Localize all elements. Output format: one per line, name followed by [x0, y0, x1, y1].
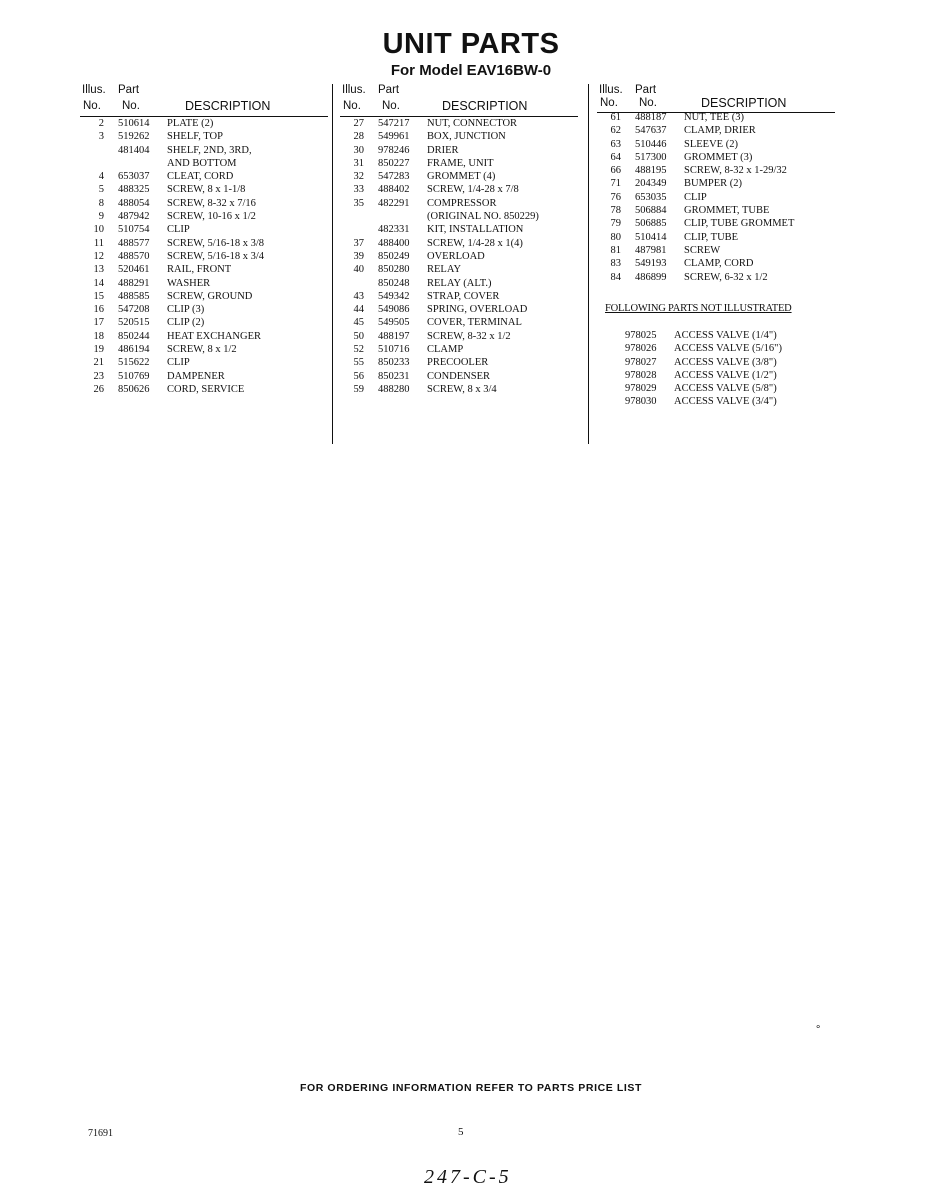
part-description: OVERLOAD	[427, 250, 485, 262]
stray-mark: ∘	[815, 1022, 822, 1033]
part-number: 520515	[118, 317, 150, 329]
illus-number: 19	[93, 344, 104, 356]
part-number: 547208	[118, 304, 150, 316]
part-number: 510769	[118, 370, 150, 382]
illus-number: 84	[610, 271, 621, 283]
part-row	[340, 278, 580, 291]
description-header: DESCRIPTION	[185, 99, 271, 113]
part-row	[340, 211, 580, 224]
part-description: COMPRESSOR	[427, 197, 497, 209]
illus-number: 40	[353, 264, 364, 276]
part-number: 653035	[635, 191, 667, 203]
part-description: CLEAT, CORD	[167, 171, 234, 183]
part-description: (ORIGINAL NO. 850229)	[427, 211, 539, 223]
illus-number: 61	[610, 112, 621, 123]
part-description: RELAY	[427, 264, 462, 276]
part-number: 978028	[625, 369, 657, 381]
part-description: SCREW, 1/4-28 x 7/8	[427, 184, 519, 196]
part-number: 850249	[378, 250, 410, 262]
illus-number: 16	[93, 304, 104, 316]
part-description: SCREW, 5/16-18 x 3/8	[167, 237, 265, 249]
part-row	[80, 158, 332, 171]
parts-column-3	[597, 84, 842, 285]
illus-number: 52	[353, 344, 364, 356]
part-row	[597, 272, 842, 285]
part-row	[80, 198, 332, 211]
part-row	[80, 304, 332, 317]
illus-number: 83	[610, 258, 621, 270]
part-number: 547637	[635, 125, 667, 137]
part-description: RAIL, FRONT	[167, 264, 232, 276]
part-number: 850248	[378, 277, 410, 289]
illus-number: 27	[353, 118, 364, 129]
illus-number: 64	[610, 151, 621, 163]
illus-number: 55	[353, 357, 364, 369]
illus-number: 2	[98, 118, 104, 129]
parts-column-2	[340, 84, 580, 397]
part-row	[597, 205, 842, 218]
part-number: 488585	[118, 290, 150, 302]
part-no-header: No.	[122, 100, 140, 112]
part-header: Part	[378, 84, 400, 96]
part-no-header: No.	[639, 97, 657, 109]
part-number: 486899	[635, 271, 667, 283]
handwritten-reference: 247-C-5	[424, 1166, 512, 1188]
column-divider	[588, 84, 589, 444]
part-number: 488187	[635, 112, 667, 123]
part-row	[340, 224, 580, 237]
part-description: CLIP	[167, 357, 190, 369]
part-description: CLIP	[167, 224, 190, 236]
part-row	[80, 331, 332, 344]
part-description: PRECOOLER	[427, 357, 489, 369]
part-number: 488325	[118, 184, 150, 196]
part-row	[80, 131, 332, 144]
model-subtitle: For Model EAV16BW-0	[390, 62, 552, 79]
illus-number: 10	[93, 224, 104, 236]
illus-number: 8	[98, 197, 104, 209]
part-number: 506885	[635, 218, 667, 230]
illus-number: 59	[353, 383, 364, 395]
illus-number: 32	[353, 171, 364, 183]
part-row	[80, 291, 332, 304]
part-number: 547283	[378, 171, 410, 183]
part-row	[80, 145, 332, 158]
part-row	[340, 264, 580, 277]
part-number: 482331	[378, 224, 410, 236]
part-row	[597, 218, 842, 231]
illus-number: 79	[610, 218, 621, 230]
part-description: DAMPENER	[167, 370, 225, 382]
part-description: ACCESS VALVE (1/4")	[674, 330, 777, 341]
illus-number: 81	[610, 244, 621, 256]
illus-number: 33	[353, 184, 364, 196]
part-row	[340, 251, 580, 264]
part-number: 488577	[118, 237, 150, 249]
part-number: 850231	[378, 370, 410, 382]
parts-rows	[597, 112, 842, 285]
part-row	[80, 224, 332, 237]
illus-number: 26	[93, 383, 104, 395]
header-rule	[80, 116, 328, 117]
part-row	[340, 198, 580, 211]
part-description: GROMMET (4)	[427, 171, 496, 183]
illus-number: 31	[353, 157, 364, 169]
part-number: 549086	[378, 304, 410, 316]
part-row	[597, 139, 842, 152]
part-description: SLEEVE (2)	[684, 138, 738, 150]
part-header: Part	[635, 84, 657, 96]
part-description: RELAY (ALT.)	[427, 277, 492, 289]
illus-number: 63	[610, 138, 621, 150]
part-description: SHELF, 2ND, 3RD,	[167, 144, 252, 156]
part-description: SCREW, 6-32 x 1/2	[684, 271, 768, 283]
part-row	[340, 384, 580, 397]
part-description: ACCESS VALVE (1/2")	[674, 369, 777, 381]
part-number: 978027	[625, 356, 657, 368]
part-description: DRIER	[427, 144, 459, 156]
part-description: GROMMET, TUBE	[684, 205, 770, 217]
illus-number: 4	[98, 171, 104, 183]
part-number: 519262	[118, 131, 150, 143]
parts-rows	[340, 118, 580, 397]
illus-number: 30	[353, 144, 364, 156]
part-header: Part	[118, 84, 140, 96]
part-description: SPRING, OVERLOAD	[427, 304, 528, 316]
part-number: 481404	[118, 144, 150, 156]
part-number: 978026	[625, 343, 657, 355]
part-description: ACCESS VALVE (5/16")	[674, 343, 782, 355]
part-description: SCREW, 8-32 x 7/16	[167, 197, 256, 209]
part-row	[80, 251, 332, 264]
part-no-header: No.	[382, 100, 400, 112]
part-row	[597, 178, 842, 191]
part-number: 549961	[378, 131, 410, 143]
part-number: 653037	[118, 171, 150, 183]
illus-number: 71	[610, 178, 621, 190]
part-row	[80, 357, 332, 370]
illus-number: 14	[93, 277, 104, 289]
part-description: CLAMP	[427, 344, 464, 356]
page-number: 5	[458, 1126, 464, 1138]
part-number: 978030	[625, 396, 657, 408]
part-row	[597, 125, 842, 138]
illus-number: 23	[93, 370, 104, 382]
part-number: 850233	[378, 357, 410, 369]
part-description: BOX, JUNCTION	[427, 131, 506, 143]
part-row	[80, 278, 332, 291]
part-description: SHELF, TOP	[167, 131, 223, 143]
part-description: SCREW, 8 x 1-1/8	[167, 184, 246, 196]
part-description: HEAT EXCHANGER	[167, 330, 262, 342]
illus-no-header: No.	[343, 100, 361, 112]
part-number: 978029	[625, 383, 657, 395]
part-row	[340, 357, 580, 370]
illus-number: 62	[610, 125, 621, 137]
illus-number: 13	[93, 264, 104, 276]
illus-number: 43	[353, 290, 364, 302]
part-number: 487942	[118, 211, 150, 223]
illus-header: Illus.	[342, 84, 366, 96]
part-row	[80, 344, 332, 357]
illus-no-header: No.	[600, 97, 618, 109]
part-number: 510716	[378, 344, 410, 356]
part-row	[80, 371, 332, 384]
part-description: NUT, TEE (3)	[684, 112, 744, 123]
illus-number: 5	[98, 184, 104, 196]
part-description: SCREW, 8 x 1/2	[167, 344, 237, 356]
part-description: ACCESS VALVE (3/8")	[674, 356, 777, 368]
part-number: 850626	[118, 383, 150, 395]
part-row	[597, 112, 842, 125]
part-description: SCREW, 8-32 x 1/2	[427, 330, 511, 342]
illus-number: 39	[353, 250, 364, 262]
part-row	[340, 344, 580, 357]
illus-no-header: No.	[83, 100, 101, 112]
part-row	[340, 171, 580, 184]
illus-number: 56	[353, 370, 364, 382]
part-description: AND BOTTOM	[167, 157, 237, 169]
illus-header: Illus.	[599, 84, 623, 96]
part-number: 510414	[635, 231, 667, 243]
part-description: SCREW, 1/4-28 x 1(4)	[427, 237, 523, 249]
illus-number: 44	[353, 304, 364, 316]
parts-rows	[80, 118, 332, 397]
illus-number: 3	[98, 131, 104, 143]
part-number: 488280	[378, 383, 410, 395]
part-number: 547217	[378, 118, 410, 129]
part-number: 510614	[118, 118, 150, 129]
part-number: 488400	[378, 237, 410, 249]
part-description: SCREW, 5/16-18 x 3/4	[167, 250, 265, 262]
part-row	[340, 238, 580, 251]
part-description: NUT, CONNECTOR	[427, 118, 518, 129]
part-row	[340, 131, 580, 144]
part-row	[80, 264, 332, 277]
part-row	[340, 371, 580, 384]
part-row	[340, 118, 580, 131]
part-row	[597, 152, 842, 165]
part-row	[340, 158, 580, 171]
part-description: SCREW, 8-32 x 1-29/32	[684, 165, 787, 177]
illus-number: 11	[93, 237, 104, 249]
part-number: 850227	[378, 157, 410, 169]
header-rule	[340, 116, 578, 117]
part-description: CLIP, TUBE GROMMET	[684, 218, 795, 230]
part-description: SCREW, 8 x 3/4	[427, 383, 497, 395]
part-row	[80, 317, 332, 330]
part-description: CLIP, TUBE	[684, 231, 739, 243]
part-row	[80, 118, 332, 131]
column-divider	[332, 84, 333, 444]
illus-number: 80	[610, 231, 621, 243]
part-number: 488402	[378, 184, 410, 196]
part-row	[597, 245, 842, 258]
part-description: CLIP	[684, 191, 707, 203]
part-description: SCREW	[684, 244, 721, 256]
part-number: 549193	[635, 258, 667, 270]
part-description: ACCESS VALVE (3/4")	[674, 396, 777, 408]
part-row	[80, 171, 332, 184]
not-illustrated-heading: FOLLOWING PARTS NOT ILLUSTRATED	[605, 303, 792, 314]
part-description: GROMMET (3)	[684, 151, 753, 163]
part-row	[80, 238, 332, 251]
part-description: PLATE (2)	[167, 118, 214, 129]
part-number: 488291	[118, 277, 150, 289]
illus-number: 78	[610, 205, 621, 217]
illus-number: 17	[93, 317, 104, 329]
part-description: BUMPER (2)	[684, 178, 743, 190]
illus-header: Illus.	[82, 84, 106, 96]
part-description: CLAMP, DRIER	[684, 125, 756, 137]
part-number: 517300	[635, 151, 667, 163]
page-title: UNIT PARTS	[382, 28, 560, 60]
illus-number: 66	[610, 165, 621, 177]
ordering-note: FOR ORDERING INFORMATION REFER TO PARTS PRICE LIST	[299, 1082, 643, 1094]
part-row	[340, 291, 580, 304]
part-description: CLIP (2)	[167, 317, 205, 329]
part-description: CLAMP, CORD	[684, 258, 754, 270]
part-number: 487981	[635, 244, 667, 256]
part-number: 549505	[378, 317, 410, 329]
part-row	[340, 317, 580, 330]
part-description: SCREW, 10-16 x 1/2	[167, 211, 256, 223]
illus-number: 50	[353, 330, 364, 342]
part-number: 978246	[378, 144, 410, 156]
part-row	[340, 145, 580, 158]
illus-number: 12	[93, 250, 104, 262]
part-description: CORD, SERVICE	[167, 383, 245, 395]
part-number: 486194	[118, 344, 150, 356]
part-description: KIT, INSTALLATION	[427, 224, 524, 236]
header-rule	[597, 112, 835, 113]
part-row	[340, 331, 580, 344]
part-row	[340, 184, 580, 197]
part-row	[597, 232, 842, 245]
column-header	[80, 84, 332, 118]
parts-column-1	[80, 84, 332, 397]
part-number: 549342	[378, 290, 410, 302]
description-header: DESCRIPTION	[442, 99, 528, 113]
illus-number: 15	[93, 290, 104, 302]
part-description: SCREW, GROUND	[167, 290, 253, 302]
part-number: 482291	[378, 197, 410, 209]
illus-number: 18	[93, 330, 104, 342]
part-row	[340, 304, 580, 317]
part-number: 520461	[118, 264, 150, 276]
description-header: DESCRIPTION	[701, 96, 787, 110]
part-number: 850244	[118, 330, 150, 342]
part-description: FRAME, UNIT	[427, 157, 494, 169]
illus-number: 45	[353, 317, 364, 329]
part-number: 488054	[118, 197, 150, 209]
part-number: 204349	[635, 178, 667, 190]
part-number: 506884	[635, 205, 667, 217]
illus-number: 28	[353, 131, 364, 143]
part-number: 510446	[635, 138, 667, 150]
part-number: 978025	[625, 330, 657, 341]
part-number: 488197	[378, 330, 410, 342]
part-number: 850280	[378, 264, 410, 276]
illus-number: 35	[353, 197, 364, 209]
part-description: CLIP (3)	[167, 304, 205, 316]
illus-number: 21	[93, 357, 104, 369]
part-number: 488570	[118, 250, 150, 262]
part-number: 515622	[118, 357, 150, 369]
part-number: 510754	[118, 224, 150, 236]
part-description: STRAP, COVER	[427, 290, 500, 302]
document-code: 71691	[88, 1128, 113, 1139]
illus-number: 76	[610, 191, 621, 203]
part-row	[597, 192, 842, 205]
part-description: CONDENSER	[427, 370, 491, 382]
column-header	[340, 84, 580, 118]
part-description: ACCESS VALVE (5/8")	[674, 383, 777, 395]
part-row	[80, 384, 332, 397]
illus-number: 37	[353, 237, 364, 249]
part-row	[597, 165, 842, 178]
part-row	[80, 184, 332, 197]
part-number: 488195	[635, 165, 667, 177]
part-description: COVER, TERMINAL	[427, 317, 522, 329]
illus-number: 9	[98, 211, 104, 223]
part-description: WASHER	[167, 277, 211, 289]
part-row	[597, 258, 842, 271]
part-row	[80, 211, 332, 224]
